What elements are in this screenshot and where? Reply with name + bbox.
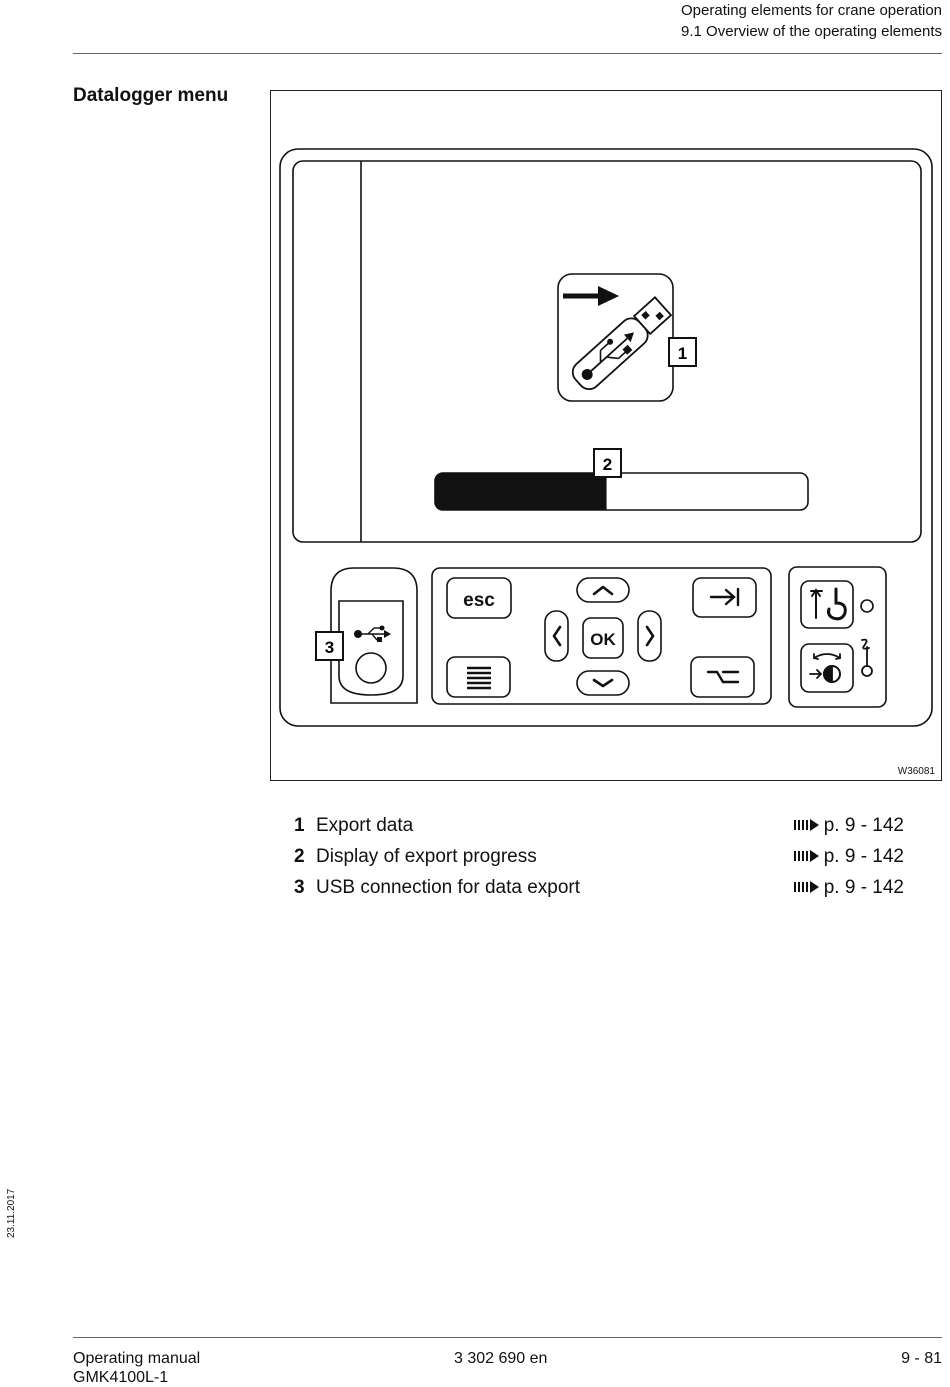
callout-1 — [669, 338, 696, 366]
esc-key-label: esc — [463, 590, 495, 611]
usb-port-symbol — [354, 626, 391, 643]
legend-number: 2 — [294, 846, 305, 867]
down-key — [577, 671, 629, 695]
svg-text:1: 1 — [677, 344, 688, 363]
legend-text: Display of export progress — [316, 846, 537, 867]
chevron-down-icon — [594, 680, 612, 686]
slew-rotation-icon — [810, 654, 840, 682]
figure-datalogger-display — [270, 90, 942, 781]
chevron-up-icon — [594, 587, 612, 594]
temperature-icon — [862, 640, 872, 676]
reference-arrow-icon — [794, 880, 820, 894]
legend-item — [294, 846, 906, 872]
hook-key — [801, 581, 853, 628]
legend-item — [294, 877, 906, 903]
left-key — [545, 611, 568, 661]
chevron-left-icon — [554, 627, 560, 645]
chevron-right-icon — [647, 627, 653, 645]
header-chapter: Operating elements for crane operation — [681, 2, 942, 19]
svg-text:3: 3 — [324, 638, 335, 657]
page-reference-label: p. 9 - 142 — [823, 846, 904, 867]
export-progress-bar — [435, 473, 808, 510]
crane-hook-icon — [811, 589, 845, 619]
legend-text: USB connection for data export — [316, 877, 581, 898]
header-rule — [73, 53, 942, 54]
section-title: Datalogger menu — [73, 85, 229, 106]
callout-3 — [316, 632, 343, 660]
reference-arrow-icon — [794, 849, 820, 863]
function-module — [789, 567, 886, 707]
page-reference[interactable] — [794, 877, 904, 899]
indicator-lamp — [861, 600, 873, 612]
right-key — [638, 611, 661, 661]
display-illustration — [271, 91, 943, 782]
legend-text: Export data — [316, 815, 414, 836]
menu-lines-icon — [467, 668, 491, 688]
header-section: 9.1 Overview of the operating elements — [681, 23, 942, 40]
page-reference-label: p. 9 - 142 — [823, 815, 904, 836]
footer-model: GMK4100L-1 — [73, 1369, 169, 1386]
svg-text:2: 2 — [602, 455, 613, 474]
legend-item — [294, 815, 906, 841]
footer-rule — [73, 1337, 942, 1338]
legend-number: 1 — [294, 815, 305, 836]
legend-number: 3 — [294, 877, 305, 898]
toggle-switch-icon — [708, 672, 738, 682]
up-key — [577, 578, 629, 602]
progress-fill — [435, 473, 607, 510]
page-reference[interactable] — [794, 815, 904, 837]
usb-stick-icon — [563, 286, 673, 394]
footer-document-number: 3 302 690 en — [454, 1350, 548, 1367]
figure-code: W36081 — [897, 766, 935, 777]
footer-page-number: 9 - 81 — [901, 1350, 942, 1367]
callout-2 — [594, 449, 621, 477]
ok-key-label: OK — [590, 630, 616, 649]
reference-arrow-icon — [794, 818, 820, 832]
toggle-key — [691, 657, 754, 697]
page-reference-label: p. 9 - 142 — [823, 877, 904, 898]
footer-manual-label: Operating manual — [73, 1350, 201, 1367]
margin-date: 23.11.2017 — [6, 1188, 17, 1238]
page-reference[interactable] — [794, 846, 904, 868]
tab-arrow-icon — [711, 589, 738, 605]
